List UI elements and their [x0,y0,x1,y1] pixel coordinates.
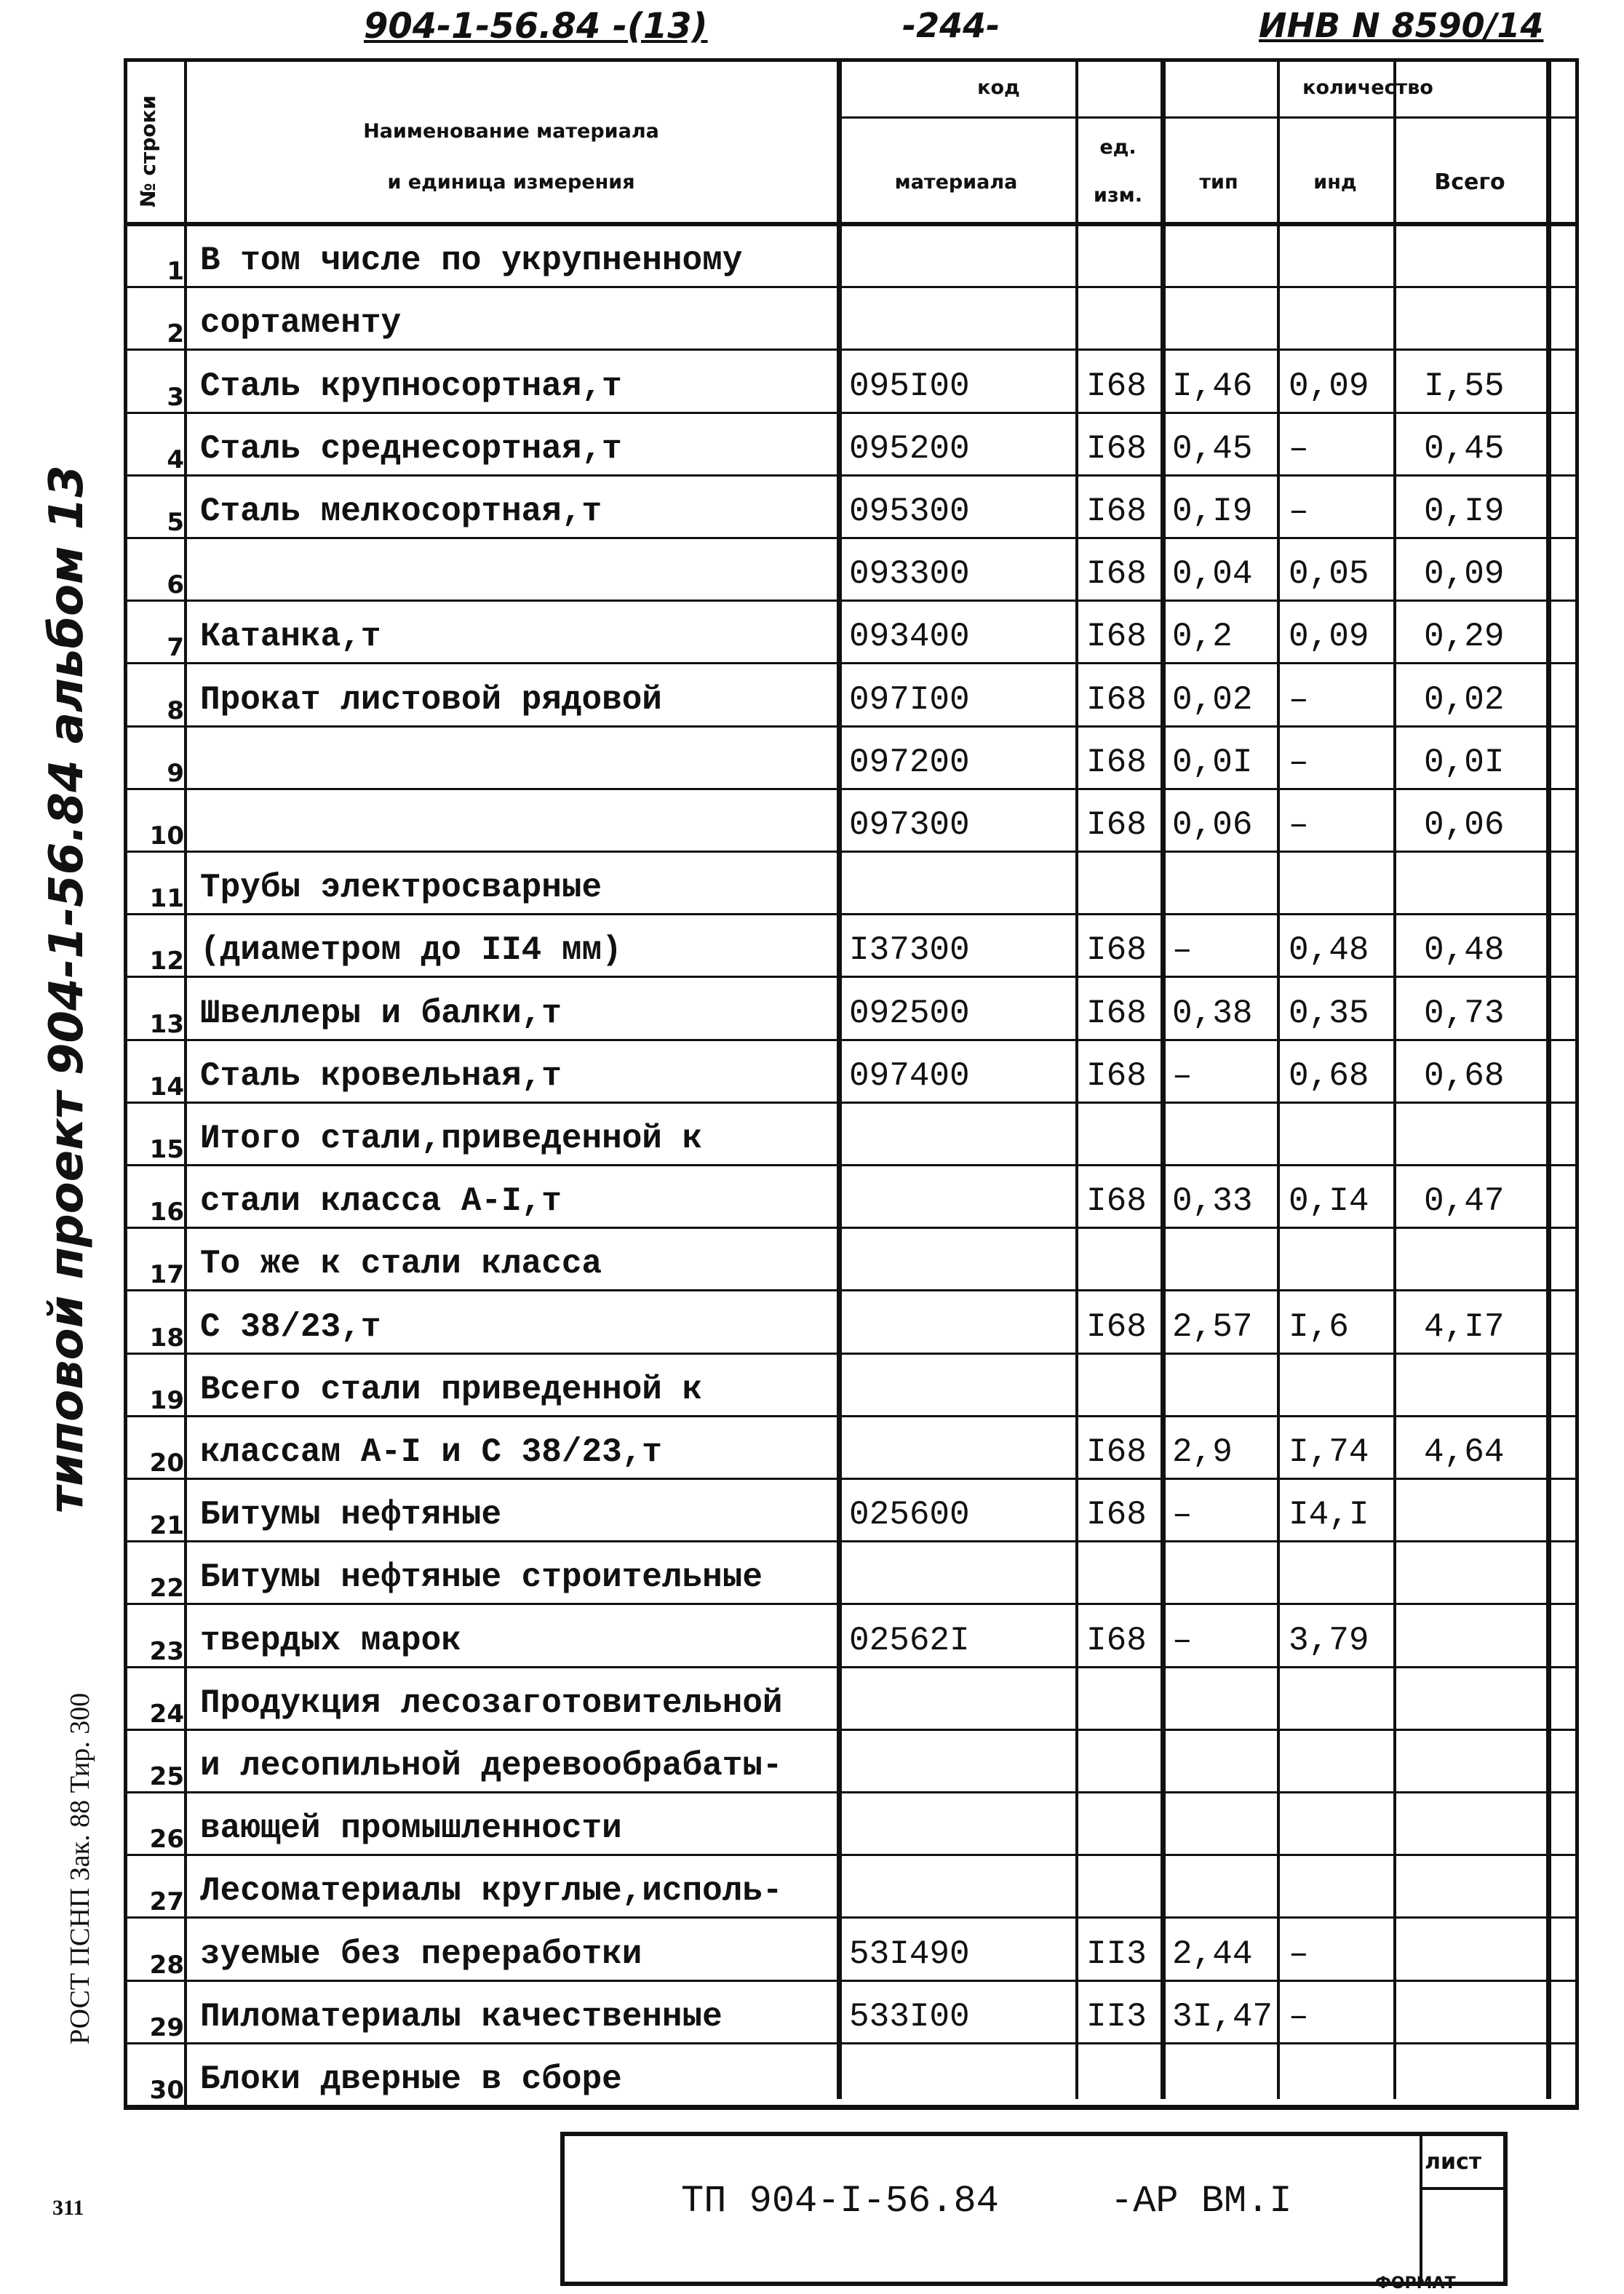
cell-tip: 3I,47 [1172,1997,1273,2036]
sheet-label: лист [1425,2149,1482,2175]
cell-ind: – [1289,492,1309,530]
cell-total: I,55 [1424,367,1505,405]
table-row [127,474,1575,537]
table-row [127,1353,1575,1415]
cell-unit: I68 [1086,367,1147,405]
cell-total: 4,64 [1424,1433,1505,1471]
cell-tip: – [1172,931,1193,970]
cell-code: 097400 [849,1056,970,1095]
table-row [127,1916,1575,1979]
cell-name: (диаметром до II4 мм) [200,931,622,970]
table-row [127,662,1575,725]
table-row [127,1729,1575,1791]
cell-tip: 2,57 [1172,1307,1253,1346]
table-row [127,725,1575,788]
cell-ind: – [1289,1935,1309,1973]
cell-tip: 0,I9 [1172,492,1253,530]
cell-name: зуемые без переработки [200,1935,642,1973]
row-number: 11 [149,884,184,914]
cell-unit: I68 [1086,492,1147,530]
cell-ind: 3,79 [1289,1621,1369,1660]
row-number: 18 [149,1323,184,1353]
row-number: 26 [149,1825,184,1855]
row-number: 13 [149,1009,184,1039]
cell-code: 092500 [849,994,970,1032]
row-number: 4 [167,445,184,474]
cell-ind: – [1289,680,1309,719]
cell-unit: I68 [1086,555,1147,594]
row-number: 2 [167,319,184,349]
cell-tip: 0,2 [1172,618,1233,656]
cell-name: Сталь крупносортная,т [200,367,622,405]
cell-unit: I68 [1086,1307,1147,1346]
table-row [127,913,1575,976]
cell-code: 095300 [849,492,970,530]
cell-total: 0,45 [1424,429,1505,468]
table-row [127,788,1575,851]
cell-tip: I,46 [1172,367,1253,405]
cell-name: Битумы нефтяные строительные [200,1558,763,1597]
row-number: 5 [167,507,184,537]
cell-code: 533I00 [849,1997,970,2036]
cell-tip: 0,0I [1172,743,1253,781]
table-row [127,1478,1575,1540]
table-row [127,223,1575,286]
cell-unit: I68 [1086,805,1147,844]
drawing-section: -АР ВМ.I [1110,2180,1292,2223]
cell-ind: 0,09 [1289,618,1369,656]
cell-unit: II3 [1086,1935,1147,1973]
table-row [127,1980,1575,2042]
cell-unit: I68 [1086,1182,1147,1221]
row-number: 23 [149,1636,184,1666]
table-row [127,1289,1575,1352]
row-number: 21 [149,1511,184,1541]
qty-group-header: количество [1302,76,1433,99]
table-row [127,1415,1575,1478]
cell-code: I37300 [849,931,970,970]
printer-stamp: РОСТ ПСНП Зак. 88 Тир. 300 [65,1692,95,2044]
cell-name: вающей промышленности [200,1809,622,1848]
cell-code: 097300 [849,805,970,844]
table-row [127,1791,1575,1854]
cell-unit: I68 [1086,1621,1147,1660]
cell-ind: 0,05 [1289,555,1369,594]
cell-ind: – [1289,429,1309,468]
cell-code: 025600 [849,1496,970,1534]
row-number: 25 [149,1761,184,1791]
document-number: 904-1-56.84 -(13) [364,6,708,47]
sheet-number: 311 [52,2196,84,2220]
row-number: 6 [167,570,184,600]
name-header-line2: и единица измерения [387,171,635,194]
cell-unit: II3 [1086,1997,1147,2036]
cell-ind: – [1289,1997,1309,2036]
table-row [127,1540,1575,1603]
row-number: 14 [149,1072,184,1102]
cell-total: 0,29 [1424,618,1505,656]
table-row [127,1603,1575,1665]
table-row [127,2042,1575,2105]
cell-name: Блоки дверные в сборе [200,2060,622,2098]
cell-name: Швеллеры и балки,т [200,994,562,1032]
cell-total: 0,06 [1424,805,1505,844]
row-number: 27 [149,1887,184,1917]
row-number: 1 [167,257,184,287]
cell-ind: 0,I4 [1289,1182,1369,1221]
cell-unit: I68 [1086,429,1147,468]
cell-name: Лесоматериалы круглые,исполь- [200,1872,783,1911]
code-group-header: код [977,76,1020,99]
cell-code: 095I00 [849,367,970,405]
cell-name: То же к стали класса [200,1245,602,1283]
cell-ind: – [1289,805,1309,844]
cell-unit: I68 [1086,931,1147,970]
row-number: 17 [149,1260,184,1290]
cell-unit: I68 [1086,680,1147,719]
cell-name: Итого стали,приведенной к [200,1119,703,1158]
cell-name: Битумы нефтяные [200,1496,502,1534]
cell-tip: – [1172,1621,1193,1660]
table-row [127,412,1575,474]
table-row [127,1854,1575,1916]
cell-name: Катанка,т [200,618,381,656]
row-number: 3 [167,382,184,412]
table-row [127,286,1575,349]
table-row [127,1102,1575,1164]
row-number: 16 [149,1198,184,1227]
cell-unit: I68 [1086,1056,1147,1095]
cell-unit: I68 [1086,743,1147,781]
cell-code: 093300 [849,555,970,594]
cell-total: 0,73 [1424,994,1505,1032]
table-row [127,600,1575,662]
row-number: 29 [149,2012,184,2042]
cell-name: Продукция лесозаготовительной [200,1684,783,1722]
cell-tip: 0,02 [1172,680,1253,719]
cell-total: 0,48 [1424,931,1505,970]
name-header-line1: Наименование материала [363,120,659,143]
table-row [127,349,1575,411]
cell-name: Сталь кровельная,т [200,1056,562,1095]
row-number: 19 [149,1385,184,1415]
table-row [127,537,1575,600]
cell-total: 0,0I [1424,743,1505,781]
cell-name: стали класса А-I,т [200,1182,562,1221]
row-number: 24 [149,1699,184,1729]
cell-name: Трубы электросварные [200,869,602,907]
row-number: 10 [149,821,184,851]
cell-tip: 0,06 [1172,805,1253,844]
row-number: 22 [149,1574,184,1604]
cell-name: Прокат листовой рядовой [200,680,662,719]
cell-tip: 2,44 [1172,1935,1253,1973]
row-number: 30 [149,2075,184,2105]
cell-name: Сталь мелкосортная,т [200,492,602,530]
row-number: 8 [167,696,184,725]
cell-name: твердых марок [200,1621,461,1660]
table-row [127,1227,1575,1289]
table-row [127,1039,1575,1102]
row-number: 15 [149,1134,184,1164]
row-number: 9 [167,758,184,788]
row-number: 20 [149,1448,184,1478]
cell-name: классам А-I и С 38/23,т [200,1433,662,1471]
cell-unit: I68 [1086,618,1147,656]
cell-ind: I4,I [1289,1496,1369,1534]
cell-total: 0,I9 [1424,492,1505,530]
table-row [127,1164,1575,1227]
cell-unit: I68 [1086,1433,1147,1471]
cell-name: и лесопильной деревообрабаты- [200,1746,783,1785]
cell-ind: 0,09 [1289,367,1369,405]
cell-name: Пиломатериалы качественные [200,1997,723,2036]
cell-name: сортаменту [200,304,402,343]
handwritten-project-note: типовой проект 904-1-56.84 альбом 13 [40,465,94,1513]
row-number: 12 [149,947,184,976]
cell-ind: – [1289,743,1309,781]
table-row [127,851,1575,913]
cell-name: Всего стали приведенной к [200,1370,703,1409]
cell-total: 0,47 [1424,1182,1505,1221]
inventory-number: ИНВ N 8590/14 [1259,6,1544,45]
row-number-header: № строки [136,95,160,207]
page-number: -244- [902,6,1000,45]
cell-tip: – [1172,1056,1193,1095]
cell-code: 097I00 [849,680,970,719]
qty-type-header: тип [1199,171,1238,194]
cell-code: 097200 [849,743,970,781]
cell-total: 4,I7 [1424,1307,1505,1346]
code-unit-header: ед. изм. [1094,136,1142,207]
cell-name: С 38/23,т [200,1307,381,1346]
cell-unit: I68 [1086,1496,1147,1534]
cell-total: 0,02 [1424,680,1505,719]
cell-name: Сталь среднесортная,т [200,429,622,468]
cell-tip: 0,04 [1172,555,1253,594]
cell-code: 53I490 [849,1935,970,1973]
cell-tip: 0,38 [1172,994,1253,1032]
format-label: ФОРМАТ [1375,2274,1456,2293]
table-row [127,1666,1575,1729]
cell-code: 093400 [849,618,970,656]
title-block [560,2132,1508,2286]
cell-total: 0,09 [1424,555,1505,594]
cell-total: 0,68 [1424,1056,1505,1095]
row-number: 28 [149,1950,184,1980]
cell-tip: 0,33 [1172,1182,1253,1221]
cell-ind: 0,68 [1289,1056,1369,1095]
cell-code: 095200 [849,429,970,468]
table-row [127,976,1575,1038]
qty-total-header: Всего [1434,170,1505,195]
cell-code: 02562I [849,1621,970,1660]
qty-ind-header: инд [1313,171,1357,194]
cell-tip: 2,9 [1172,1433,1233,1471]
cell-ind: 0,35 [1289,994,1369,1032]
cell-unit: I68 [1086,994,1147,1032]
cell-ind: 0,48 [1289,931,1369,970]
material-table [124,58,1579,2110]
cell-name: В том числе по укрупненному [200,242,743,280]
cell-ind: I,74 [1289,1433,1369,1471]
cell-tip: 0,45 [1172,429,1253,468]
code-material-header: материала [894,171,1018,194]
cell-tip: – [1172,1496,1193,1534]
row-number: 7 [167,633,184,663]
drawing-designation: ТП 904-I-56.84 [681,2180,999,2223]
cell-ind: I,6 [1289,1307,1349,1346]
